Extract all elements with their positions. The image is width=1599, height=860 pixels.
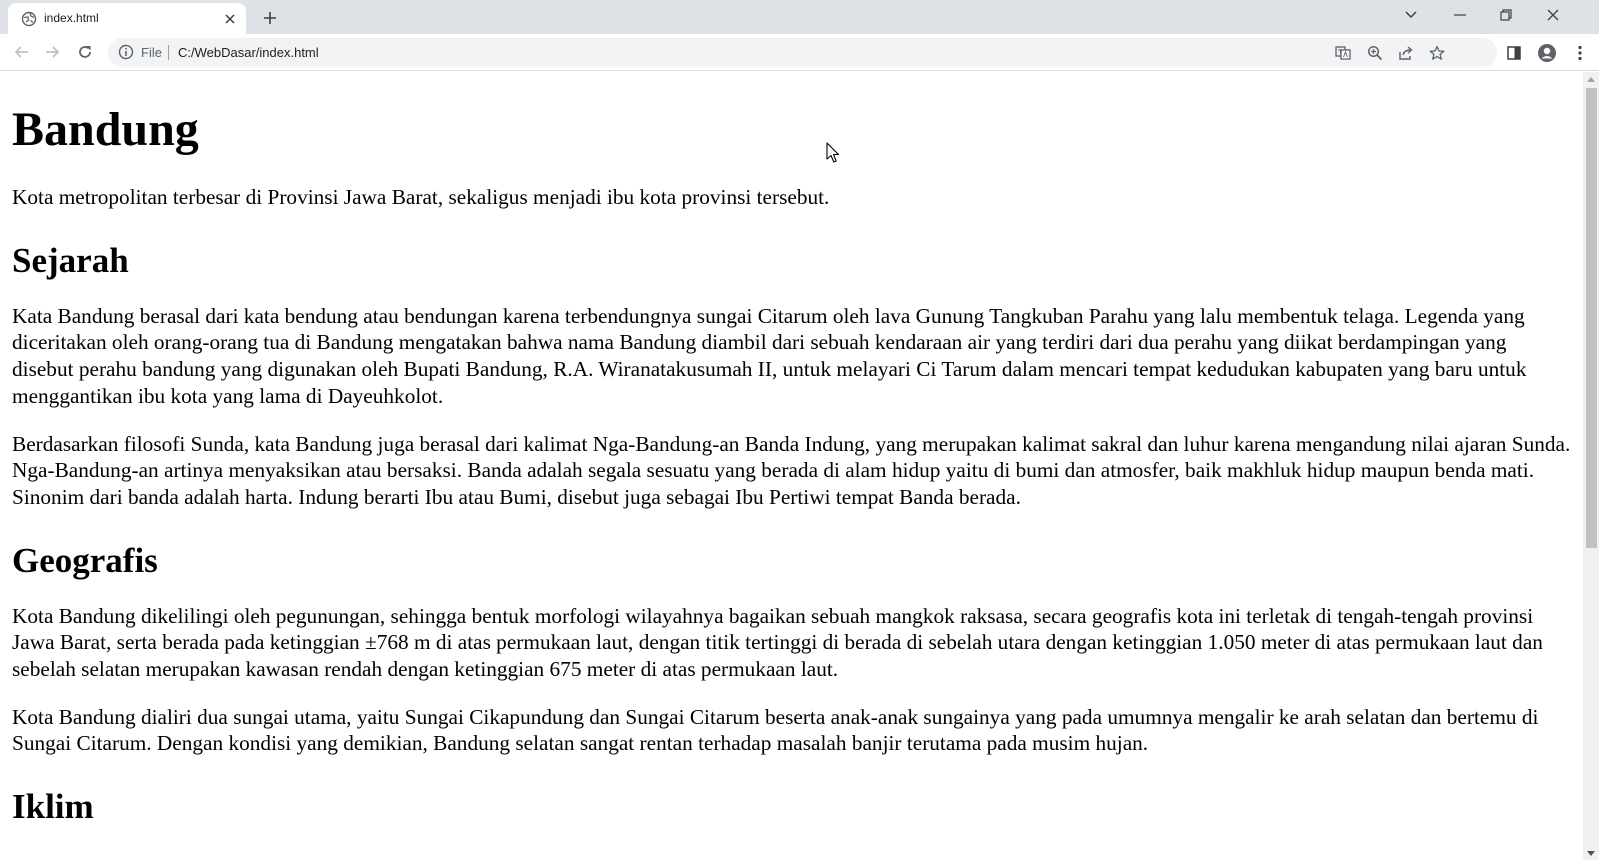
- vertical-scrollbar[interactable]: [1583, 72, 1599, 860]
- mouse-cursor-icon: [826, 142, 840, 164]
- minimize-button[interactable]: [1437, 0, 1483, 30]
- scheme-label: File: [141, 45, 162, 60]
- forward-button[interactable]: [38, 38, 66, 66]
- tab-title: index.html: [44, 11, 99, 25]
- scrollbar-thumb[interactable]: [1586, 88, 1597, 548]
- reload-button[interactable]: [71, 38, 99, 66]
- page-title: Bandung: [12, 103, 199, 156]
- new-tab-button[interactable]: [258, 6, 282, 30]
- page-content: [0, 102, 1583, 828]
- sejarah-paragraph-1: Kata Bandung berasal dari kata bendung atau bendungan karena terbendungnya sungai Citarum oleh lava Gunung Tangkuban Parahu yang lalu membentuk telaga. Legenda yang diceritakan oleh orang-orang tua di Bandung mengatakan bahwa nama Bandung diambil dari sebuah kendaraan air yang terdiri dari dua perahu yang diikat berdampingan yang disebut perahu bandung yang digunakan oleh Bupati Bandung, R.A. Wiranatakusumah II, untuk melayari Ci Tarum dalam mencari tempat kedudukan kabupaten yang baru untuk menggantikan ibu kota yang lama di Dayeuhkolot.: [12, 303, 1527, 408]
- close-icon[interactable]: [220, 9, 240, 29]
- divider: [168, 45, 169, 60]
- sejarah-paragraph-2: Berdasarkan filosofi Sunda, kata Bandung juga berasal dari kalimat Nga-Bandung-an Banda Indung, yang merupakan kalimat sakral dan luhur karena mengandung nilai ajaran Sunda. Nga-Bandung-an artinya menyaksikan atau bersaksi. Banda adalah segala sesuatu yang berada di alam hidup yaitu di bumi dan atmosfer, baik makhluk hidup maupun benda mati. Sinonim dari banda adalah harta. Indung berarti Ibu atau Bumi, disebut juga sebagai Ibu Pertiwi tempat Banda berada.: [12, 431, 1571, 509]
- profile-avatar-icon[interactable]: [1533, 39, 1561, 67]
- scroll-down-arrow-icon[interactable]: [1583, 846, 1599, 860]
- section-heading-geografis: Geografis: [12, 540, 158, 580]
- bookmark-star-icon[interactable]: [1427, 43, 1447, 63]
- section-heading-iklim: Iklim: [12, 787, 94, 827]
- tab-strip: [0, 0, 1599, 34]
- scroll-up-arrow-icon[interactable]: [1583, 72, 1599, 86]
- geografis-paragraph-2: Kota Bandung dialiri dua sungai utama, yaitu Sungai Cikapundung dan Sungai Citarum beserta anak-anak sungainya yang pada umumnya mengalir ke arah selatan dan bertemu di Sungai Citarum. Dengan kondisi yang demikian, Bandung selatan sangat rentan terhadap masalah banjir terutama pada musim hujan.: [12, 704, 1539, 756]
- page-viewport: [0, 72, 1583, 860]
- browser-tab[interactable]: [8, 3, 246, 34]
- geografis-paragraph-1: Kota Bandung dikelilingi oleh pegunungan, sehingga bentuk morfologi wilayahnya bagaikan sebuah mangkok raksasa, secara geografis kota ini terletak di tengah-tengah provinsi Jawa Barat, serta berada pada ketinggian ±768 m di atas permukaan laut, dengan titik tertinggi di berada di sebelah utara dengan ketinggian 1.050 meter di atas permukaan laut dan sebelah selatan merupakan kawasan rendah dengan ketinggian 675 meter di atas permukaan laut.: [12, 603, 1543, 682]
- back-button[interactable]: [8, 38, 36, 66]
- globe-icon: [21, 11, 37, 27]
- share-icon[interactable]: [1396, 43, 1416, 63]
- browser-toolbar: [0, 34, 1599, 71]
- close-window-button[interactable]: [1530, 0, 1576, 30]
- menu-kebab-icon[interactable]: [1566, 39, 1594, 67]
- side-panel-icon[interactable]: [1500, 39, 1528, 67]
- restore-button[interactable]: [1483, 0, 1529, 30]
- address-bar[interactable]: [108, 38, 1497, 67]
- section-heading-sejarah: Sejarah: [12, 240, 129, 280]
- info-icon[interactable]: [118, 44, 134, 60]
- translate-icon[interactable]: [1333, 43, 1353, 63]
- url-text[interactable]: C:/WebDasar/index.html: [178, 45, 319, 60]
- tab-search-button[interactable]: [1388, 0, 1434, 30]
- intro-paragraph: Kota metropolitan terbesar di Provinsi Jawa Barat, sekaligus menjadi ibu kota provinsi tersebut.: [12, 185, 830, 209]
- zoom-icon[interactable]: [1365, 43, 1385, 63]
